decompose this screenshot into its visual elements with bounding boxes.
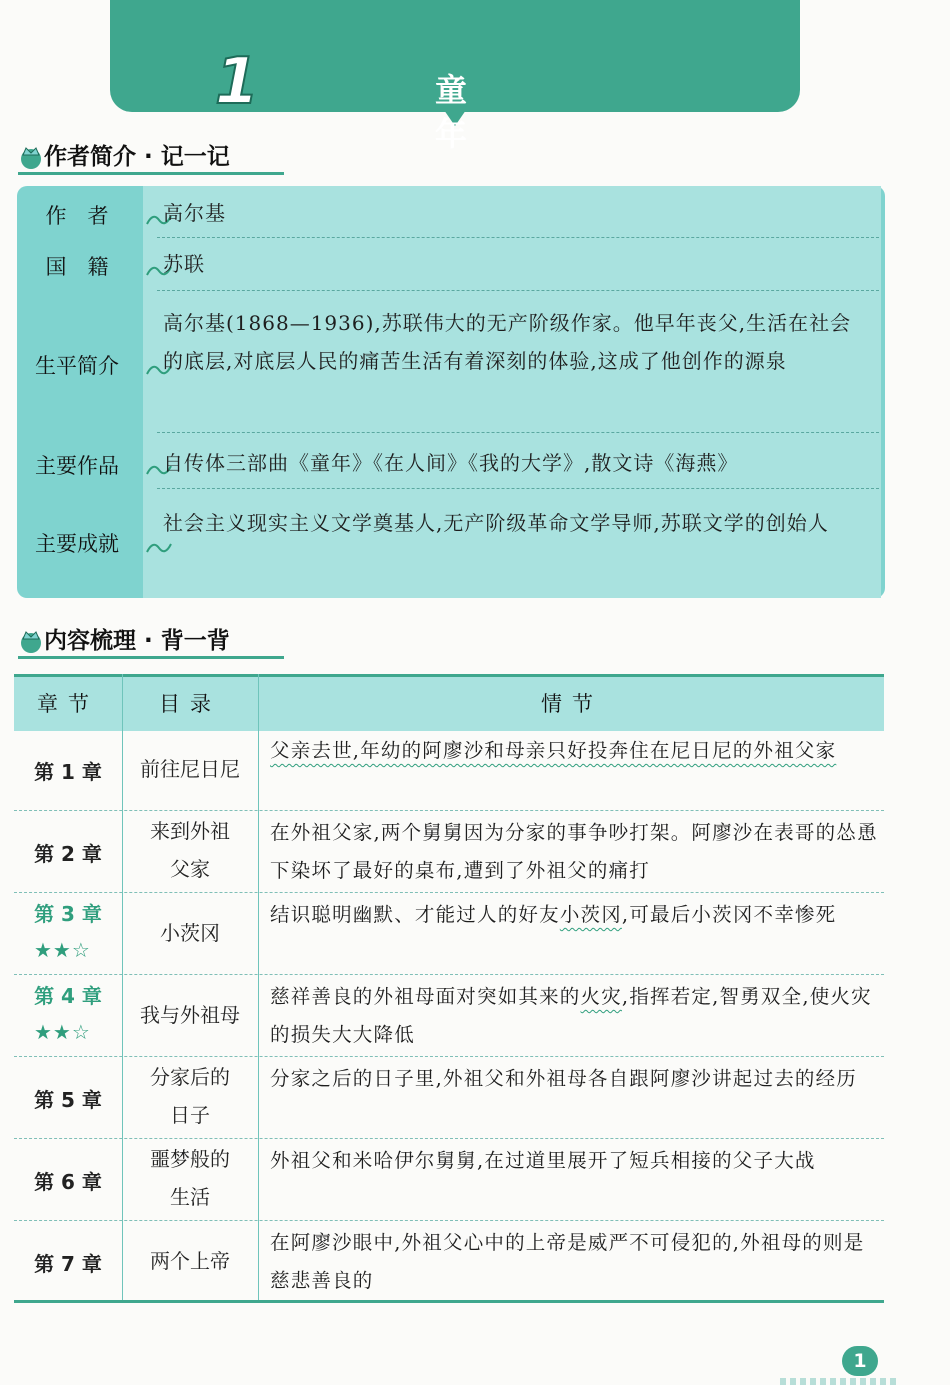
star-rating: ★★☆ [34,938,91,962]
row-divider [14,1056,884,1057]
directory-cell: 我与外祖母 [140,1003,240,1027]
chapter-cell: 第 1 章 [34,760,102,784]
chapter-title: 童 年 [434,71,485,153]
plot-cell [270,978,878,1054]
author-section-heading [18,140,288,180]
table-row [14,730,884,812]
row-divider [157,237,879,238]
table-row [14,1222,884,1304]
star-rating: ★★☆ [34,1020,91,1044]
plot-cell: 外祖父和米哈伊尔舅舅,在过道里展开了短兵相接的父子大战 [270,1149,816,1172]
directory-cell: 小茨冈 [160,921,220,945]
column-header-plot: 情节 [541,692,603,716]
page-number: 1 [842,1346,878,1376]
table-bottom-rule [14,1300,884,1303]
heading-underline [18,656,284,659]
chapter-cell: 第 5 章 [34,1088,102,1112]
column-header-directory: 目录 [159,692,221,716]
crown-icon [18,628,44,654]
row-divider [14,1220,884,1221]
crown-icon [18,144,44,170]
plot-text: 父亲去世,年幼的阿廖沙和母亲只好投奔住在尼日尼的外祖父家 [270,739,837,762]
plot-text: ,指挥若定,智勇双全,使火灾的损失大大降低 [270,985,872,1046]
achievements-label: 主要成就 [35,532,119,556]
chapter-cell: 第 6 章 [34,1170,102,1194]
plot-cell [270,896,878,934]
row-divider [14,810,884,811]
directory-cell: 两个上帝 [150,1249,230,1273]
directory-cell: 来到外祖父家 [150,819,230,881]
plot-keyword: 火灾 [580,985,622,1008]
nationality-value: 苏联 [163,252,205,276]
chapter-cell: 第 2 章 [34,842,102,866]
chapter-cell: 第 7 章 [34,1252,102,1276]
row-divider [14,1138,884,1139]
biography-value: 高尔基(1868—1936),苏联伟大的无产阶级作家。他早年丧父,生活在社会的底层,对底层人民的痛苦生活有着深刻的体验,这成了他创作的源泉 [163,311,852,373]
row-divider [157,290,879,291]
table-row [14,1058,884,1140]
biography-label: 生平简介 [35,354,119,378]
directory-cell: 分家后的日子 [150,1065,230,1127]
row-divider [157,488,879,489]
directory-cell: 噩梦般的生活 [150,1147,230,1209]
content-section-heading [18,624,288,664]
plot-cell: 分家之后的日子里,外祖父和外祖母各自跟阿廖沙讲起过去的经历 [270,1067,857,1090]
plot-text: 慈祥善良的外祖母面对突如其来的 [270,985,581,1008]
author-value: 高尔基 [163,201,226,225]
table-row [14,894,884,976]
plot-cell: 在阿廖沙眼中,外祖父心中的上帝是威严不可侵犯的,外祖母的则是慈悲善良的 [270,1231,865,1292]
table-header [14,674,884,731]
chapter-cell: 第 4 章 [34,984,102,1008]
works-value: 自传体三部曲《童年》《在人间》《我的大学》,散文诗《海燕》 [163,451,739,475]
column-header-chapter: 章节 [37,692,99,716]
plot-cell: 在外祖父家,两个舅舅因为分家的事争吵打架。阿廖沙在表哥的怂恿下染坏了最好的桌布,遭到了外祖父的痛打 [270,821,878,882]
directory-cell: 前往尼日尼 [140,757,240,781]
table-row [14,812,884,894]
row-divider [14,892,884,893]
plot-keyword: 小茨冈 [559,903,622,926]
author-section-title: 作者简介 · 记一记 [44,144,230,170]
page-edge-decoration [780,1378,900,1385]
plot-text: ,可最后小茨冈不幸惨死 [621,903,837,926]
chapter-cell: 第 3 章 [34,902,102,926]
plot-text: 结识聪明幽默、才能过人的好友 [270,903,560,926]
chapter-number: 1 [214,45,260,119]
author-info-panel [17,186,885,598]
chapter-table [14,674,884,1304]
nationality-label: 国 籍 [45,255,109,279]
table-row [14,1140,884,1222]
row-divider [157,432,879,433]
author-label: 作 者 [45,204,109,228]
works-label: 主要作品 [35,454,119,478]
row-divider [14,974,884,975]
content-section-title: 内容梳理 · 背一背 [44,628,230,654]
table-row [14,976,884,1058]
achievements-value: 社会主义现实主义文学奠基人,无产阶级革命文学导师,苏联文学的创始人 [163,511,829,535]
heading-underline [18,172,284,175]
plot-cell [270,732,878,770]
